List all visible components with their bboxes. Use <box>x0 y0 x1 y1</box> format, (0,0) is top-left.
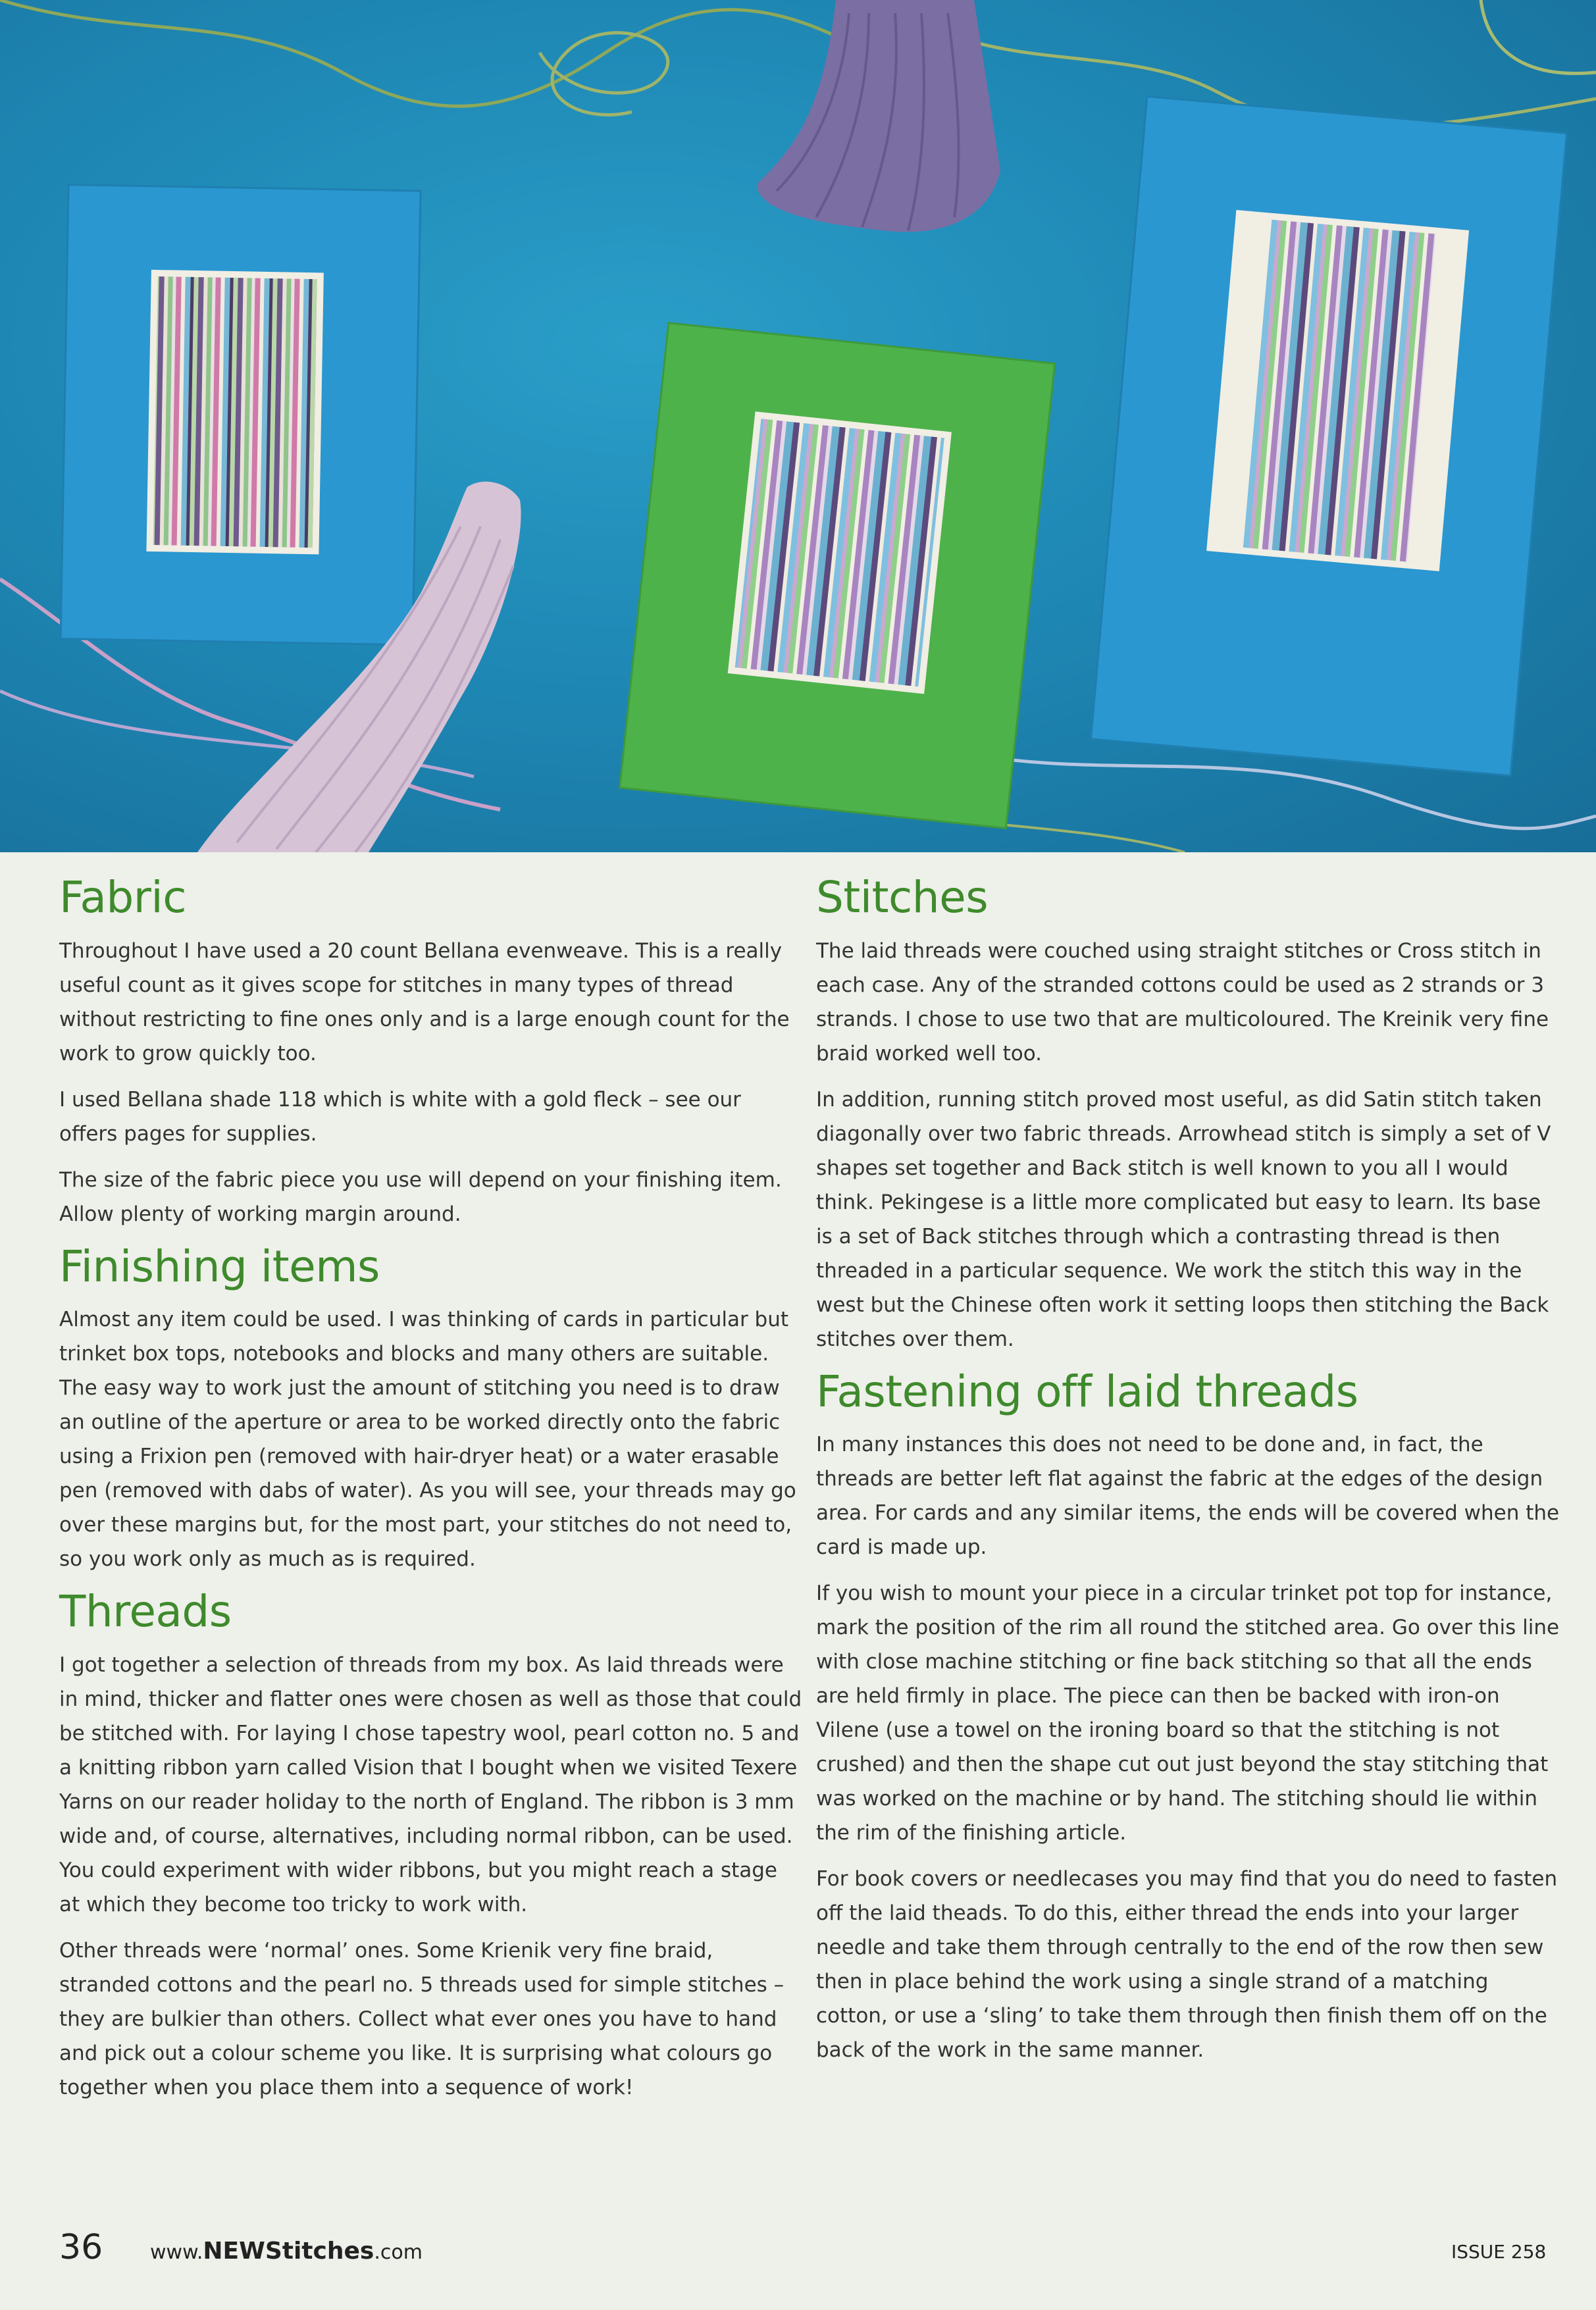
heading-threads: Threads <box>59 1586 232 1637</box>
right-column <box>816 862 1560 2079</box>
heading-finishing-items: Finishing items <box>59 1241 380 1292</box>
fabric-paragraph-1: Throughout I have used a 20 count Bellana evenweave. This is a really useful count as it gives scope for stitches in many types of thread without restricting to fine ones only and is a large enough count for the work to grow quickly too. <box>59 938 790 1065</box>
footer-url <box>150 2238 423 2265</box>
heading-fabric: Fabric <box>59 872 187 923</box>
fastening-paragraph-2: If you wish to mount your piece in a circular trinket pot top for instance, mark the position of the rim all round the stitched area. Go over this line with close machine stitching or fine back stitching so that all the ends are held firmly in place. The piece can then be backed with iron-on Vilene (use a towel on the ironing board so that the stitching is not crushed) and then the shape cut out just beyond the stay stitching that was worked on the machine or by hand. The stitching should lie within the rim of the finishing article. <box>816 1581 1560 1845</box>
header-photo <box>0 0 1596 852</box>
threads-paragraph-2: Other threads were ‘normal’ ones. Some Krienik very fine braid, stranded cottons and the pearl no. 5 threads used for simple stitches – they are bulkier than others. Collect what ever ones you have to hand and pick out a colour scheme you like. It is surprising what colours go together when you place them into a sequence of work! <box>59 1938 785 2099</box>
url-suffix: .com <box>374 2241 423 2264</box>
stitches-paragraph-1: The laid threads were couched using straight stitches or Cross stitch in each case. Any of the stranded cottons could be used as 2 strands or 3 strands. I chose to use two that are multicoloured. The Kreinik very fine braid worked well too. <box>816 938 1549 1065</box>
pekingese-block <box>816 1083 1560 1356</box>
heading-fastening-off: Fastening off laid threads <box>816 1366 1358 1417</box>
photo-illustration <box>0 0 1596 852</box>
finishing-paragraph-1: Almost any item could be used. I was thinking of cards in particular but trinket box tops, notebooks and blocks and many others are suitable. The easy way to work just the amount of stitching you need is to draw an outline of the aperture or area to be worked directly onto the fabric using a Frixion pen (removed with hair-dryer heat) or a water erasable pen (removed with dabs of water). As you will see, your threads may go over these margins but, for the most part, your stitches do not need to, so you work only as much as is required. <box>59 1308 796 1572</box>
fabric-paragraph-2: I used Bellana shade 118 which is white with a gold fleck – see our offers pages for supplies. <box>59 1087 741 1146</box>
fastening-paragraph-3: For book covers or needlecases you may find that you do need to fasten off the laid theads. To do this, either thread the ends into your larger needle and take them through centrally to the end of the row then sew then in place behind the work using a single strand of a matching cotton, or use a ‘sling’ to take them through then finish them off on the back of the work in the same manner. <box>816 1867 1558 2063</box>
url-prefix: www. <box>150 2241 203 2264</box>
page-number: 36 <box>59 2228 103 2267</box>
stitches-paragraph-2: In addition, running stitch proved most useful, as did Satin stitch taken diagonally over two fabric threads. Arrowhead stitch is simply a set of V shapes set together and Back stitch is well known to you all I would think. Pekingese is a little more complicated but easy to learn. Its base is a set of Back stitches through which a contrasting thread is then threaded in a particular sequence. We work the stitch this way in the west but the Chinese often work it setting loops then stitching the Back stitches over them. <box>816 1087 1551 1351</box>
heading-stitches: Stitches <box>816 872 989 923</box>
url-brand: NEWStitches <box>203 2238 374 2265</box>
left-column <box>59 862 803 2117</box>
threads-paragraph-1: I got together a selection of threads from my box. As laid threads were in mind, thicker and flatter ones were chosen as well as those that could be stitched with. For laying I chose tapestry wool, pearl cotton no. 5 and a knitting ribbon yarn called Vision that I bought when we visited Texere Yarns on our reader holiday to the north of England. The ribbon is 3 mm wide and, of course, alternatives, including normal ribbon, can be used. You could experiment with wider ribbons, but you might reach a stage at which they become too tricky to work with. <box>59 1653 802 1916</box>
issue-number: ISSUE 258 <box>1451 2241 1547 2263</box>
fabric-paragraph-3: The size of the fabric piece you use will depend on your finishing item. Allow plenty of working margin around. <box>59 1168 782 1226</box>
fastening-paragraph-1: In many instances this does not need to be done and, in fact, the threads are better left flat against the fabric at the edges of the design area. For cards and any similar items, the ends will be covered when the card is made up. <box>816 1433 1560 1560</box>
